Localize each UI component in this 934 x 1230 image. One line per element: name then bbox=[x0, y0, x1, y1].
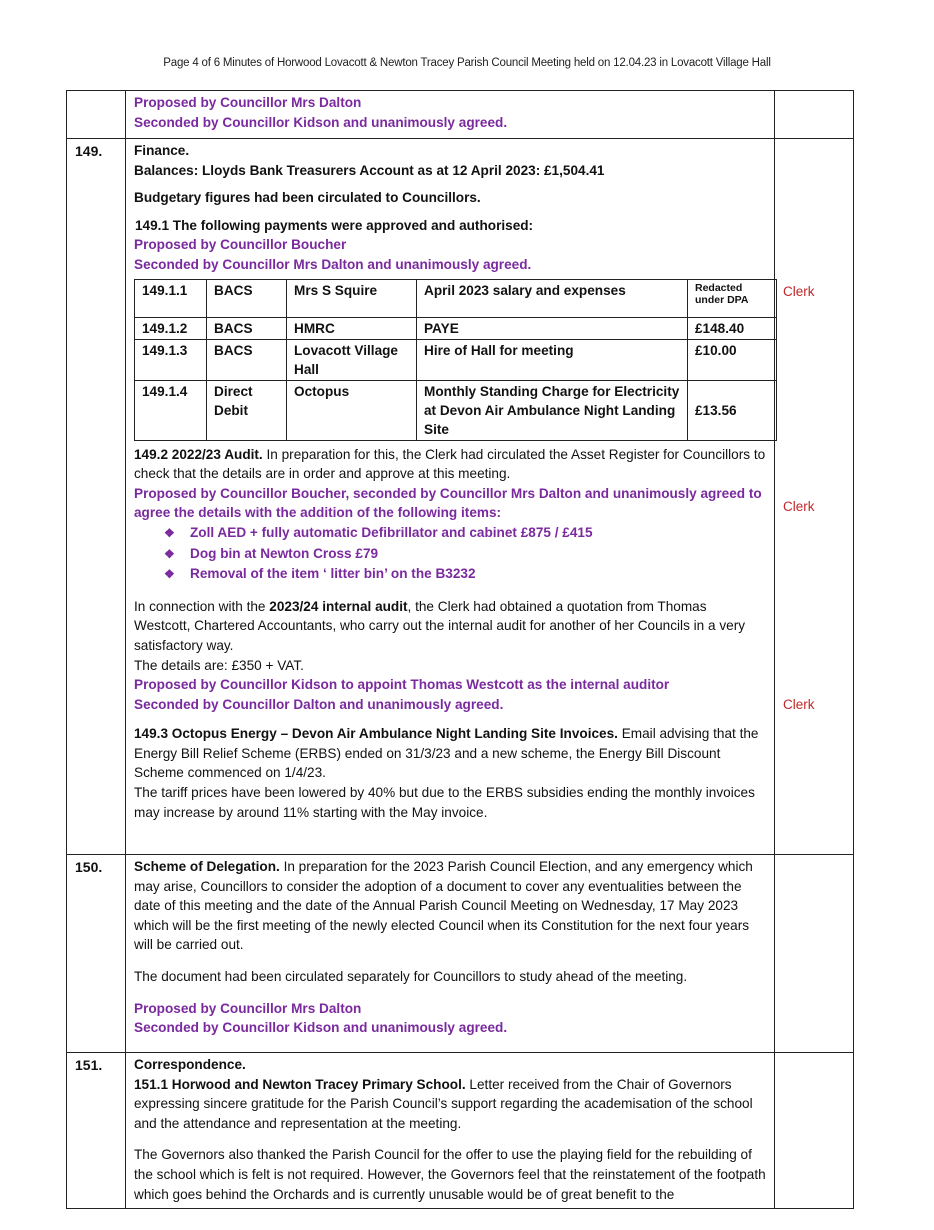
payment-ref: 149.1.2 bbox=[135, 317, 207, 339]
list-item bbox=[164, 523, 766, 544]
octopus-text: Email advising that the Energy Bill Relief Scheme (ERBS) ended on 31/3/23 and a new scheme, the Energy Bill Discount Scheme commenced on 1/4/23. bbox=[134, 726, 759, 781]
action-cell bbox=[775, 139, 854, 855]
audit-proposed: Proposed by Councillor Boucher, seconded by Councillor Mrs Dalton and unanimously agreed to agree the details with the addition of the following items: bbox=[134, 485, 762, 521]
octopus-text2: The tariff prices have been lowered by 40% but due to the ERBS subsidies ending the monthly invoices may increase by around 11% starting with the May invoice. bbox=[134, 785, 755, 820]
minutes-row-finance bbox=[67, 139, 854, 855]
list-item-text: Zoll AED + fully automatic Defibrillator and cabinet £875 / £415 bbox=[190, 524, 593, 540]
minutes-table bbox=[66, 90, 854, 1209]
diamond-bullet-icon: ❖ bbox=[164, 525, 175, 540]
action-cell bbox=[775, 855, 854, 1053]
school-heading: 151.1 Horwood and Newton Tracey Primary School. bbox=[134, 1076, 466, 1092]
internal-audit-details: The details are: £350 + VAT. bbox=[134, 657, 304, 673]
correspondence-title: Correspondence. bbox=[134, 1057, 246, 1072]
delegation-text: In preparation for the 2023 Parish Council Election, and any emergency which may arise, Councillors to consider the adoption of a document to cover any eventualities between the date of this meeting and the date of the Annual Parish Council Meeting on Wednesday, 17 May 2023 which will be the first meeting of the newly elected Council when its Constitution for the next four years will be carried out. bbox=[134, 859, 753, 953]
correspondence-body bbox=[126, 1053, 775, 1209]
page-header: Page 4 of 6 Minutes of Horwood Lovacott & Newton Tracey Parish Council Meeting held on 12.04.23 in Lovacott Village Hall bbox=[163, 57, 771, 69]
delegation-paragraph bbox=[134, 857, 766, 955]
audit-paragraph bbox=[134, 445, 766, 484]
item-body-cell bbox=[126, 91, 775, 139]
audit-items-list bbox=[134, 523, 766, 585]
payment-payee: HMRC bbox=[287, 317, 417, 339]
minutes-row-delegation bbox=[67, 855, 854, 1053]
internal-audit-post: , the Clerk had obtained a quotation from Thomas Westcott, Chartered Accountants, who carry out the internal audit for another of her Councils in a very satisfactory way. bbox=[134, 598, 746, 653]
action-cell bbox=[775, 91, 854, 139]
payments-seconded: Seconded by Councillor Mrs Dalton and unanimously agreed. bbox=[134, 256, 532, 272]
payment-amount: £13.56 bbox=[688, 380, 777, 440]
governors-paragraph: The Governors also thanked the Parish Council for the offer to use the playing field for the rebuilding of the school which is felt is not required. However, the Governors feel that the reinstatement of the footpath which goes behind the Orchards and is currently unusable would be of great benefit to the bbox=[134, 1147, 766, 1202]
action-cell bbox=[775, 1053, 854, 1209]
delegation-circulated: The document had been circulated separately for Councillors to study ahead of the meeting. bbox=[134, 968, 688, 984]
delegation-body bbox=[126, 855, 775, 1053]
school-paragraph bbox=[134, 1075, 766, 1134]
item-number: 151. bbox=[67, 1053, 126, 1209]
internal-audit-bold: 2023/24 internal audit bbox=[269, 598, 408, 614]
audit-text: In preparation for this, the Clerk had circulated the Asset Register for Councillors to check that the details are in order and approve at this meeting. bbox=[134, 446, 766, 482]
section-title: Finance. bbox=[134, 143, 190, 158]
internal-audit-seconded: Seconded by Councillor Dalton and unanimously agreed. bbox=[134, 696, 504, 712]
internal-audit-pre: In connection with the bbox=[134, 598, 270, 614]
item-number: 150. bbox=[67, 855, 126, 1053]
octopus-paragraph bbox=[134, 724, 766, 783]
payment-method: Direct Debit bbox=[207, 380, 287, 440]
payment-amount: £148.40 bbox=[688, 317, 777, 339]
payment-amount: £10.00 bbox=[688, 339, 777, 380]
octopus-heading: 149.3 Octopus Energy – Devon Air Ambulance Night Landing Site Invoices. bbox=[134, 726, 618, 742]
payment-desc: PAYE bbox=[417, 317, 688, 339]
item-number-cell bbox=[67, 91, 126, 139]
list-item bbox=[164, 564, 766, 585]
payment-method: BACS bbox=[207, 279, 287, 317]
payment-ref: 149.1.4 bbox=[135, 380, 207, 440]
minutes-row-continuation bbox=[67, 91, 854, 139]
seconded-line: Seconded by Councillor Kidson and unanimously agreed. bbox=[134, 114, 508, 130]
internal-audit-proposed: Proposed by Councillor Kidson to appoint Thomas Westcott as the internal auditor bbox=[134, 677, 670, 693]
payment-desc: Hire of Hall for meeting bbox=[417, 339, 688, 380]
payment-row bbox=[135, 380, 777, 440]
payment-desc: Monthly Standing Charge for Electricity at Devon Air Ambulance Night Landing Site bbox=[417, 380, 688, 440]
payment-amount: Redacted under DPA bbox=[688, 279, 777, 317]
school-text: Letter received from the Chair of Governors expressing sincere gratitude for the Parish Council’s support regarding the academisation of the school and the attendance and representation at the meeting. bbox=[134, 1076, 753, 1131]
payment-method: BACS bbox=[207, 317, 287, 339]
delegation-heading: Scheme of Delegation. bbox=[134, 859, 280, 874]
list-item-text: Removal of the item ‘ litter bin’ on the B3232 bbox=[190, 566, 476, 582]
payment-row bbox=[135, 279, 777, 317]
clerk-action-label: Clerk bbox=[783, 499, 815, 514]
delegation-proposed: Proposed by Councillor Mrs Dalton bbox=[134, 1000, 362, 1016]
payment-ref: 149.1.1 bbox=[135, 279, 207, 317]
item-number: 149. bbox=[67, 139, 126, 855]
list-item bbox=[164, 544, 766, 565]
payments-proposed: Proposed by Councillor Boucher bbox=[134, 237, 347, 253]
finance-body bbox=[126, 139, 775, 855]
payments-heading-text: 149.1 The following payments were approved and authorised: bbox=[135, 217, 534, 233]
payments-table bbox=[134, 279, 777, 441]
diamond-bullet-icon: ❖ bbox=[164, 567, 175, 582]
payment-payee: Mrs S Squire bbox=[287, 279, 417, 317]
minutes-row-correspondence bbox=[67, 1053, 854, 1209]
payment-ref: 149.1.3 bbox=[135, 339, 207, 380]
balances-line: Balances: Lloyds Bank Treasurers Account as at 12 April 2023: £1,504.41 bbox=[134, 162, 605, 178]
proposed-line: Proposed by Councillor Mrs Dalton bbox=[134, 95, 362, 110]
payment-method: BACS bbox=[207, 339, 287, 380]
budget-line: Budgetary figures had been circulated to Councillors. bbox=[134, 190, 481, 206]
audit-heading: 149.2 2022/23 Audit. bbox=[134, 446, 263, 462]
clerk-action-label: Clerk bbox=[783, 697, 815, 712]
payments-heading bbox=[134, 216, 766, 236]
payment-payee: Octopus bbox=[287, 380, 417, 440]
list-item-text: Dog bin at Newton Cross £79 bbox=[190, 545, 379, 561]
delegation-seconded: Seconded by Councillor Kidson and unanimously agreed. bbox=[134, 1020, 508, 1036]
payment-desc: April 2023 salary and expenses bbox=[417, 279, 688, 317]
payment-payee: Lovacott Village Hall bbox=[287, 339, 417, 380]
internal-audit-paragraph bbox=[134, 597, 766, 656]
diamond-bullet-icon: ❖ bbox=[164, 546, 175, 561]
clerk-action-label: Clerk bbox=[783, 284, 815, 299]
payment-row bbox=[135, 317, 777, 339]
payment-row bbox=[135, 339, 777, 380]
